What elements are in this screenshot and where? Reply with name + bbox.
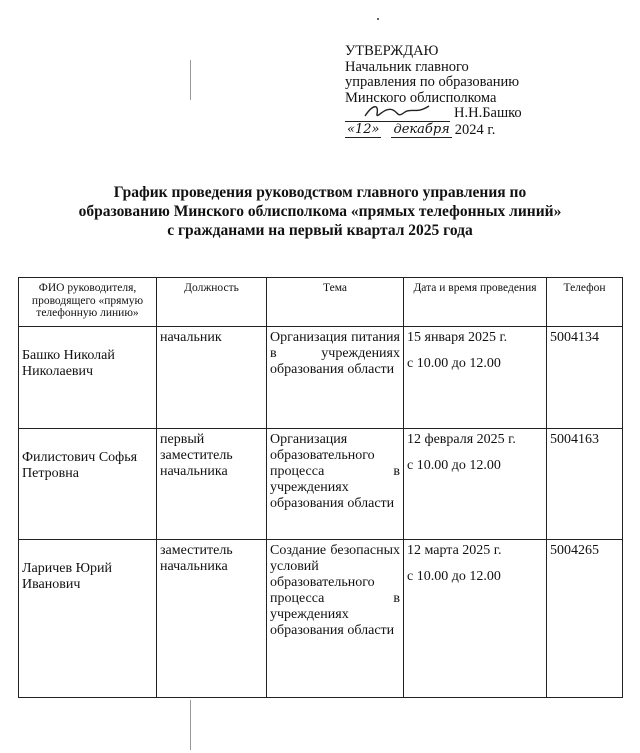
- cell-date: 12 марта 2025 г.: [407, 542, 502, 558]
- cell-name: Башко Николай Николаевич: [19, 326, 157, 428]
- cell-topic: Организация образовательного процесса в учреждениях образования области: [267, 428, 404, 539]
- cell-time: с 10.00 до 12.00: [407, 457, 501, 473]
- scan-speck: [377, 18, 379, 20]
- schedule-table: [18, 277, 623, 698]
- cell-phone: 5004163: [547, 428, 623, 539]
- table-row: [19, 539, 623, 697]
- cell-time: с 10.00 до 12.00: [407, 355, 501, 371]
- approval-position-line-1: Начальник главного: [345, 58, 469, 75]
- signer-name: Н.Н.Башко: [454, 105, 522, 121]
- header-topic: Тема: [267, 278, 404, 327]
- cell-name: Филистович Софья Петровна: [19, 428, 157, 539]
- table-row: [19, 428, 623, 539]
- signature-line: [345, 108, 450, 122]
- cell-topic: Организация питания в учреждениях образования области: [267, 326, 404, 428]
- approval-date-year: 2024 г.: [454, 121, 496, 138]
- approval-position-line-2: управления по образованию: [345, 74, 520, 90]
- table-row: [19, 326, 623, 428]
- title-line-2: образованию Минского облисполкома «прямых телефонных линий»: [78, 203, 562, 220]
- cell-datetime: [404, 326, 547, 428]
- cell-position: заместитель начальника: [157, 539, 267, 697]
- cell-name: Ларичев Юрий Иванович: [19, 539, 157, 697]
- approval-date-month: декабря: [393, 121, 450, 137]
- signature-row: [345, 106, 625, 122]
- title-line-1: График проведения руководством главного управления по: [113, 184, 527, 201]
- header-datetime: Дата и время проведения: [404, 278, 547, 327]
- cell-position: начальник: [157, 326, 267, 428]
- approval-date-row: [345, 122, 625, 139]
- header-phone: Телефон: [547, 278, 623, 327]
- approval-heading: УТВЕРЖДАЮ: [345, 43, 439, 59]
- header-name: ФИО руководителя, проводящего «прямую телефонную линию»: [19, 278, 157, 327]
- scan-margin-mark: [190, 700, 191, 750]
- document-title: [20, 183, 620, 240]
- handwritten-signature: [363, 102, 433, 122]
- cell-time: с 10.00 до 12.00: [407, 568, 501, 584]
- cell-date: 12 февраля 2025 г.: [407, 431, 516, 447]
- approval-position-line-3: Минского облисполкома: [345, 89, 497, 106]
- cell-phone: 5004265: [547, 539, 623, 697]
- table-header-row: [19, 278, 623, 327]
- cell-position: первый заместитель начальника: [157, 428, 267, 539]
- scan-margin-mark: [190, 60, 191, 100]
- cell-topic: Создание безопасных условий образовательного процесса в учреждениях образования области: [267, 539, 404, 697]
- header-position: Должность: [157, 278, 267, 327]
- approval-block: [345, 44, 625, 138]
- cell-datetime: [404, 539, 547, 697]
- cell-phone: 5004134: [547, 326, 623, 428]
- cell-date: 15 января 2025 г.: [407, 329, 508, 345]
- cell-datetime: [404, 428, 547, 539]
- approval-date-day: «12»: [347, 121, 380, 137]
- title-line-3: с гражданами на первый квартал 2025 года: [167, 222, 473, 239]
